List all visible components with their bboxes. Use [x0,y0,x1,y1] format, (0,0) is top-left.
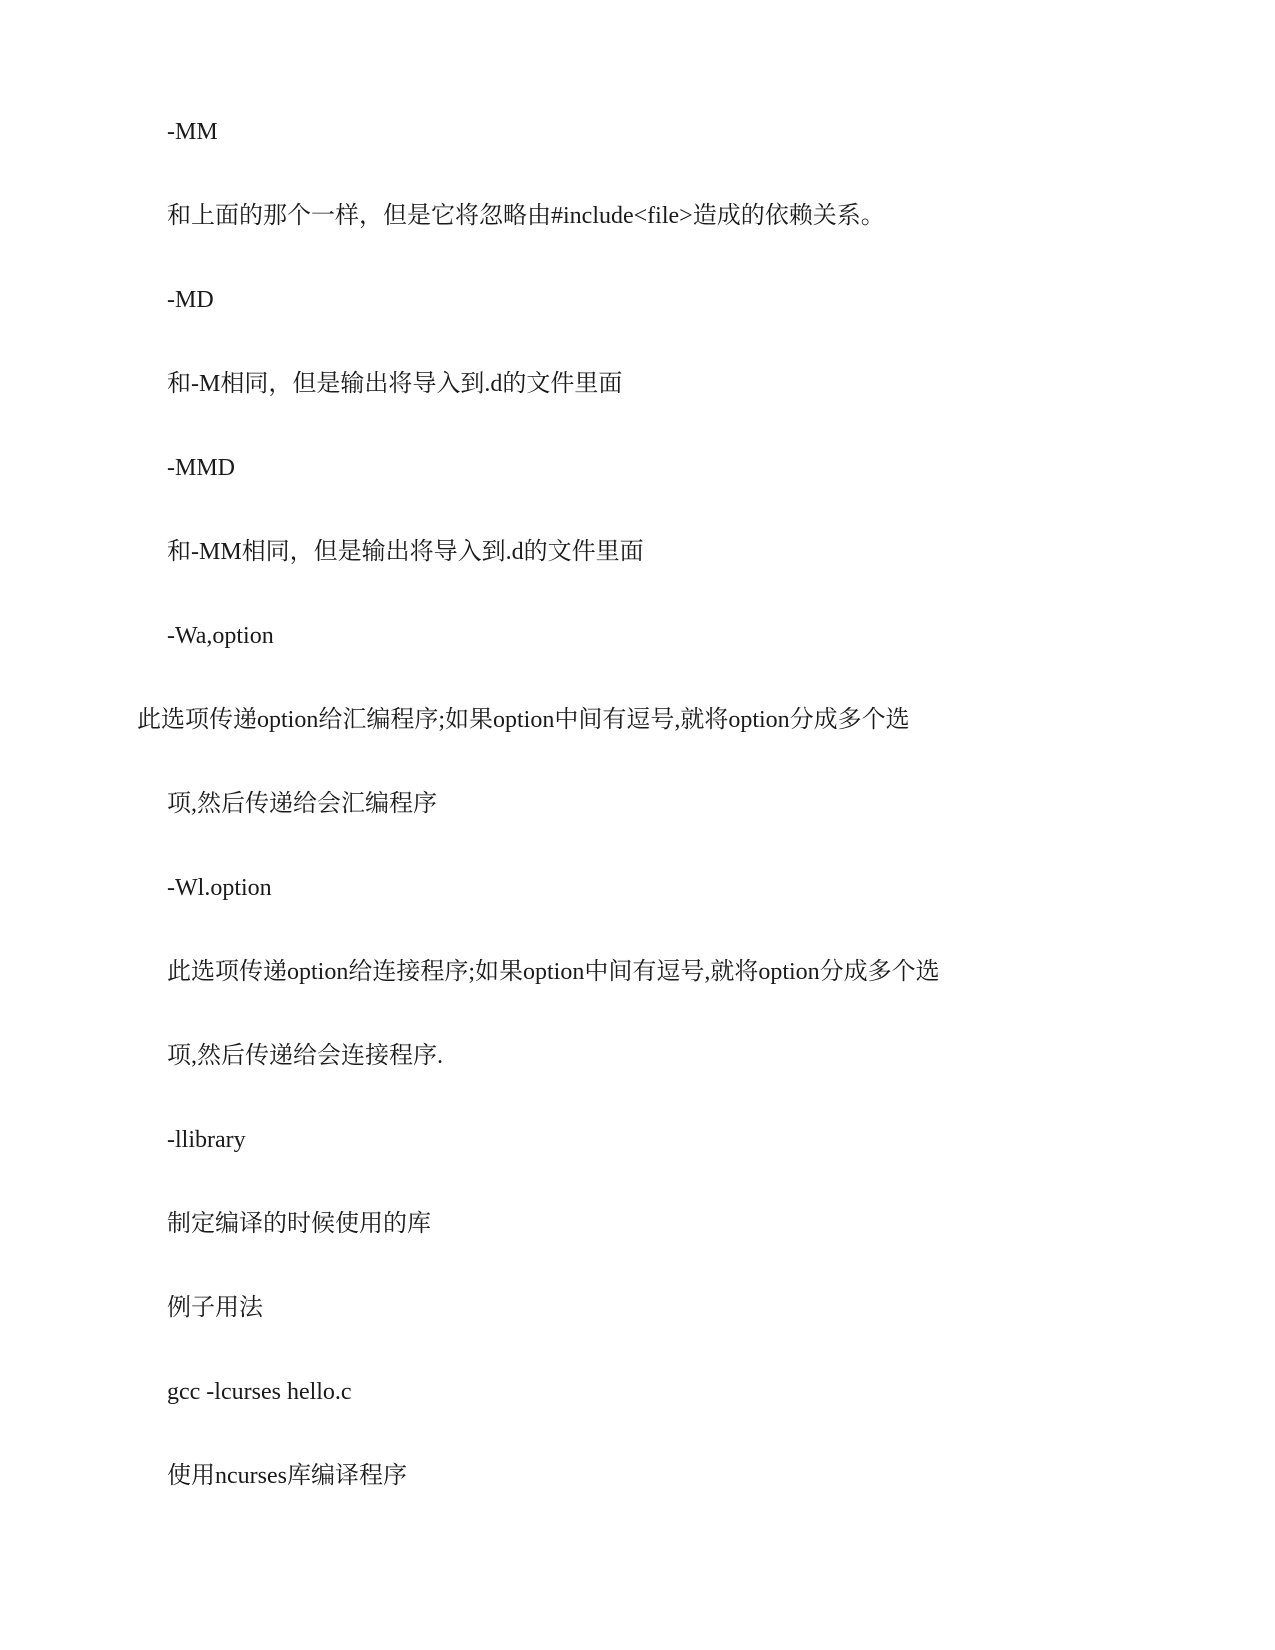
example-heading: 例子用法 [167,1295,263,1321]
option-description-wa-line1: 此选项传递option给汇编程序;如果option中间有逗号,就将option分成多个选 [137,707,910,733]
option-description-mm: 和上面的那个一样，但是它将忽略由#include<file>造成的依赖关系。 [167,203,885,229]
option-description-wl-line2: 项,然后传递给会连接程序. [167,1043,443,1069]
option-heading-md: -MD [167,287,214,313]
option-heading-mm: -MM [167,119,218,145]
option-heading-wl: -Wl.option [167,875,272,901]
option-description-wa-line2: 项,然后传递给会汇编程序 [167,791,437,817]
option-heading-llibrary: -llibrary [167,1127,246,1153]
option-heading-mmd: -MMD [167,455,236,481]
example-command: gcc -lcurses hello.c [167,1379,352,1405]
option-description-mmd: 和-MM相同，但是输出将导入到.d的文件里面 [167,539,644,565]
option-heading-wa: -Wa,option [167,623,274,649]
option-description-md: 和-M相同，但是输出将导入到.d的文件里面 [167,371,623,397]
example-description: 使用ncurses库编译程序 [167,1463,407,1489]
option-description-wl-line1: 此选项传递option给连接程序;如果option中间有逗号,就将option分成多个选 [167,959,940,985]
option-description-llibrary: 制定编译的时候使用的库 [167,1211,431,1237]
